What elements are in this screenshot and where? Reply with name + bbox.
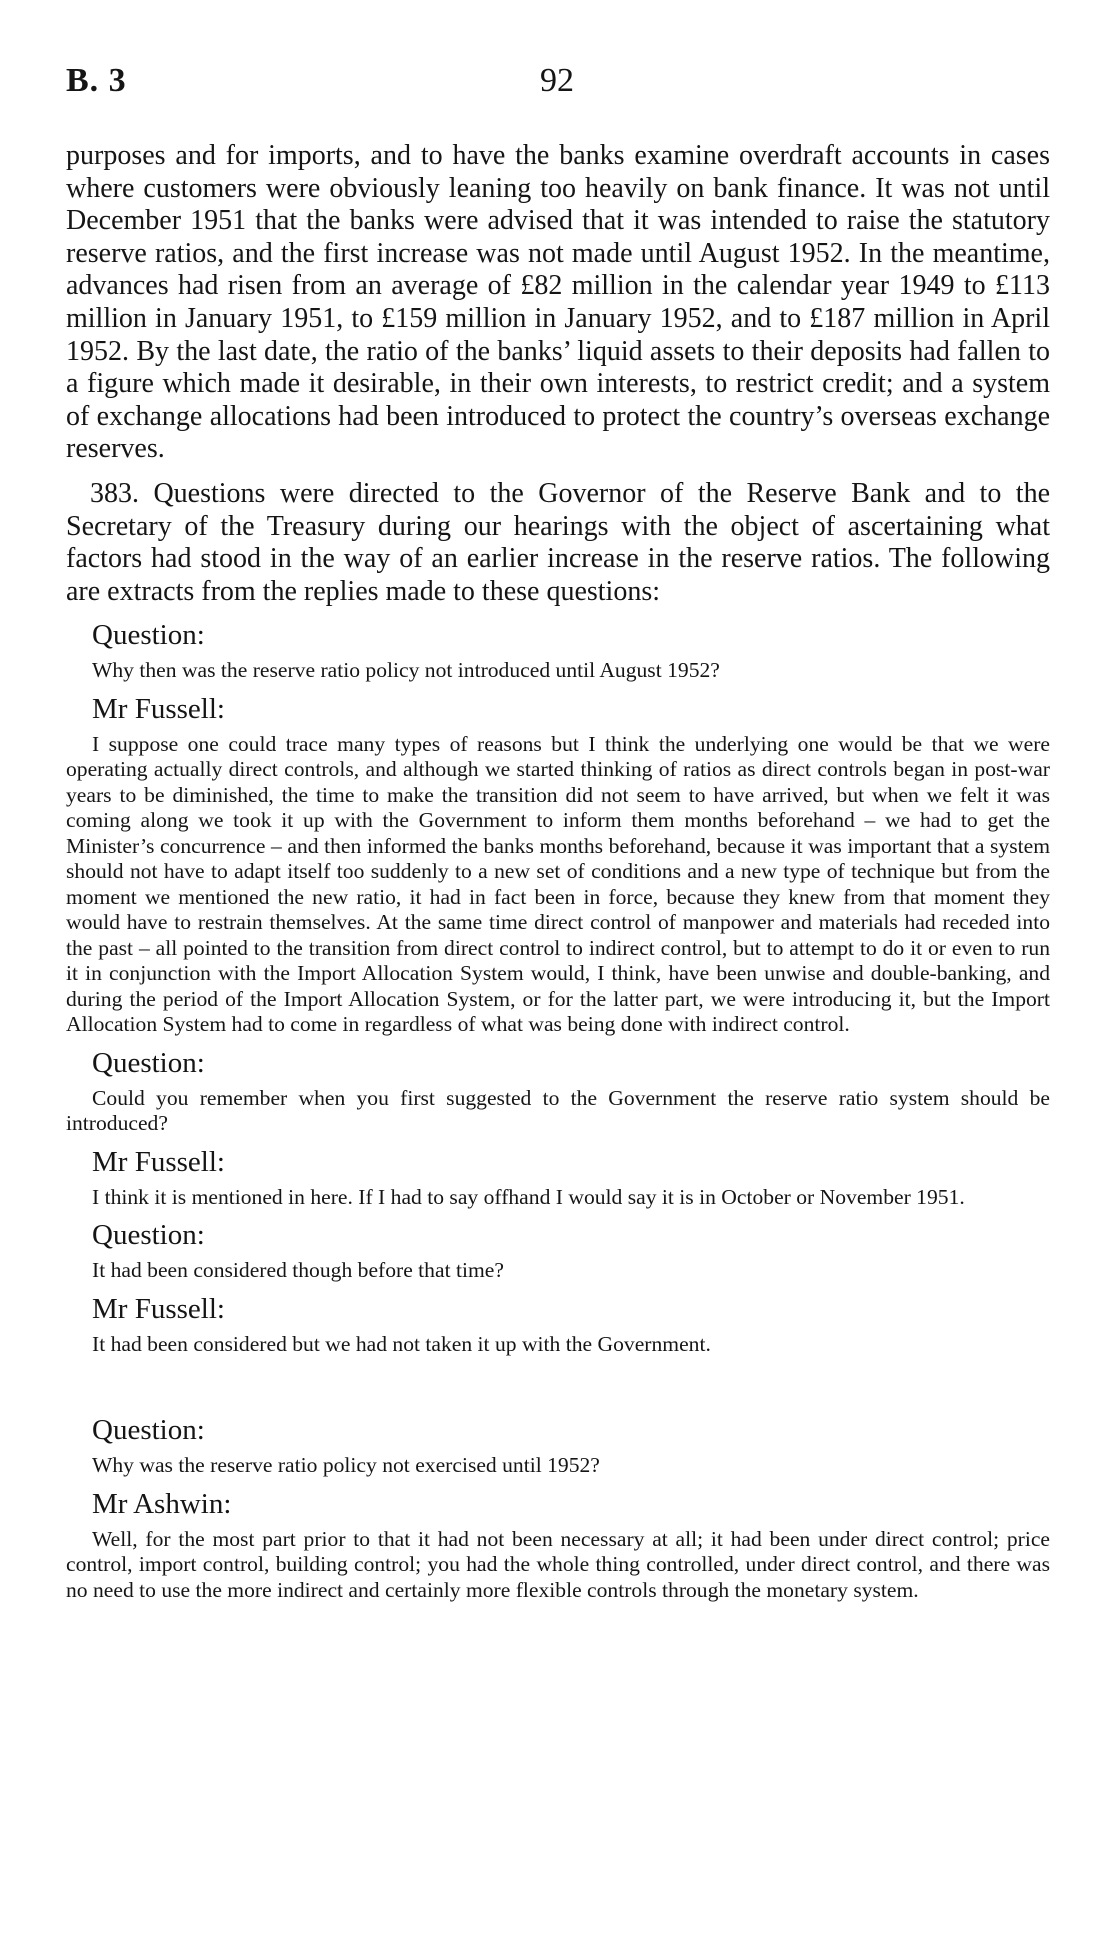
speaker-label: Question: (92, 1414, 205, 1447)
speaker-label: Question: (92, 1046, 205, 1079)
answer-text: Well, for the most part prior to that it had not been necessary at all; it had been under direct control; price control, import control, building control; you had the whole thing controlled, under direct control, and there was no need to use the more indirect and certainly more flexible controls through the monetary system. (66, 1526, 1050, 1602)
answer-text: It had been considered but we had not taken it up with the Government. (92, 1331, 711, 1356)
speaker-label: Question: (92, 619, 205, 652)
question-text: Could you remember when you first suggested to the Government the reserve ratio system should be introduced? (66, 1085, 1050, 1136)
page-body (66, 140, 1050, 1609)
section-reference: B. 3 (66, 62, 127, 99)
section-gap (66, 1361, 1050, 1405)
answer-text: I suppose one could trace many types of reasons but I think the underlying one would be that we were operating actually direct controls, and although we started thinking of ratios as direct controls began in post-war years to be diminished, the time to make the transition did not seem to have arrived, but when we felt it was coming along we took it up with the Government to inform them months beforehand – we had to get the Minister’s concurrence – and then informed the banks months beforehand, because it was important that a system should not have to adapt itself too suddenly to a new set of conditions and a new type of technique but from the moment we mentioned the new ratio, it had in fact been in force, because they knew from that moment they would have to restrain themselves. At the same time direct control of manpower and materials had receded into the past – all pointed to the transition from direct control to indirect control, but to attempt to do it or even to run it in conjunction with the Import Allocation System would, I think, have been unwise and double-banking, and during the period of the Import Allocation System, or for the latter part, we were introducing it, but the Import Allocation System had to come in regardless of what was being done with indirect control. (66, 731, 1050, 1037)
question-text: Why was the reserve ratio policy not exercised until 1952? (92, 1453, 600, 1478)
page-number: 92 (540, 62, 574, 99)
speaker-label: Mr Fussell: (92, 1292, 225, 1325)
question-text: It had been considered though before that time? (92, 1258, 504, 1283)
speaker-label: Mr Fussell: (92, 692, 225, 725)
paragraph-383: 383. Questions were directed to the Governor of the Reserve Bank and to the Secretary of the Treasury during our hearings with the object of ascertaining what factors had stood in the way of an earlier increase in the reserve ratios. The following are extracts from the replies made to these questions: (66, 477, 1050, 607)
speaker-label: Mr Fussell: (92, 1145, 225, 1178)
answer-text: I think it is mentioned in here. If I had to say offhand I would say it is in October or November 1951. (92, 1184, 965, 1209)
continuation-paragraph: purposes and for imports, and to have the banks examine overdraft accounts in cases where customers were obviously leaning too heavily on bank finance. It was not until December 1951 that the banks were advised that it was intended to raise the statutory reserve ratios, and the first increase was not made until August 1952. In the meantime, advances had risen from an average of £82 million in the calendar year 1949 to £113 million in January 1951, to £159 million in January 1952, and to £187 million in April 1952. By the last date, the ratio of the banks’ liquid assets to their deposits had fallen to a figure which made it desirable, in their own interests, to restrict credit; and a system of exchange allocations had been introduced to protect the country’s overseas exchange reserves. (66, 140, 1050, 465)
speaker-label: Mr Ashwin: (92, 1487, 232, 1520)
question-text: Why then was the reserve ratio policy not introduced until August 1952? (92, 658, 720, 683)
speaker-label: Question: (92, 1219, 205, 1252)
